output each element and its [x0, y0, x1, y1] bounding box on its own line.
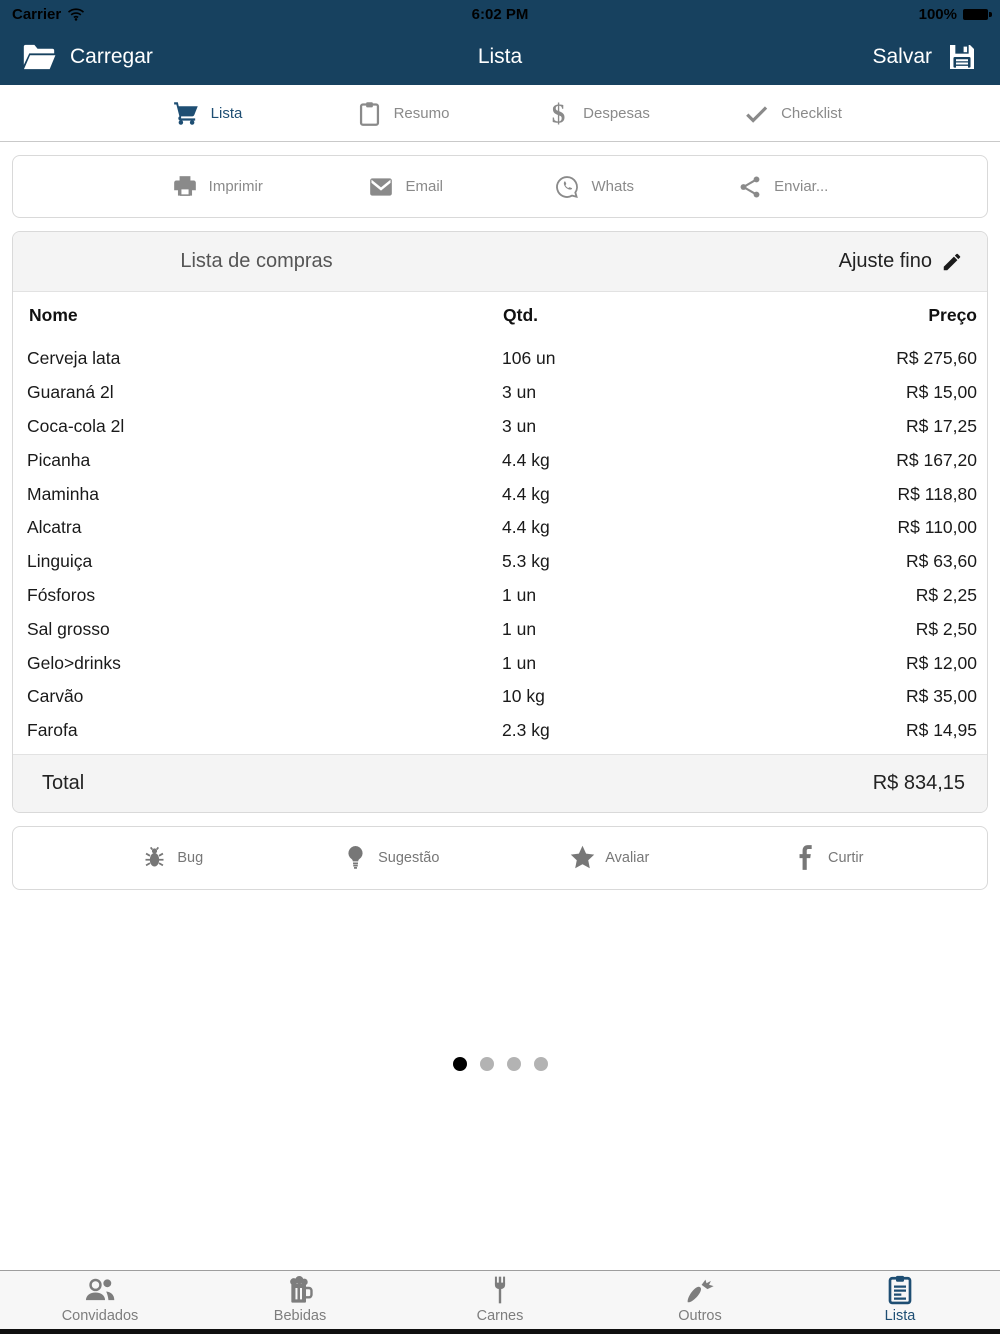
item-price: R$ 2,50	[915, 618, 977, 639]
page-dots	[0, 1057, 1000, 1071]
feedback-label: Sugestão	[378, 849, 440, 866]
list-row-gelo-drinks[interactable]	[13, 646, 987, 680]
shopping-list-card	[12, 231, 988, 813]
view-tab-checklist[interactable]	[695, 85, 890, 141]
view-tab-label: Despesas	[583, 104, 650, 122]
list-row-fosforos[interactable]	[13, 579, 987, 613]
bug-icon	[141, 844, 168, 871]
load-label: Carregar	[70, 44, 153, 68]
view-tab-label: Checklist	[781, 104, 842, 122]
view-tab-resumo[interactable]	[305, 85, 500, 141]
fine-adjust-button[interactable]	[500, 250, 987, 273]
item-price: R$ 63,60	[905, 551, 977, 572]
status-bar	[0, 0, 1000, 28]
tab-outros[interactable]	[600, 1271, 800, 1329]
action-label: Enviar...	[774, 178, 829, 195]
list-row-coca-cola-2l[interactable]	[13, 410, 987, 444]
item-name: Farofa	[27, 720, 78, 741]
action-label: Email	[405, 178, 443, 195]
item-qty: 1 un	[502, 652, 537, 673]
tab-lista[interactable]	[800, 1271, 1000, 1329]
item-price: R$ 17,25	[905, 415, 977, 436]
lightbulb-icon	[342, 844, 369, 871]
people-icon	[82, 1274, 118, 1306]
clock: 6:02 PM	[471, 5, 529, 23]
action-label: Imprimir	[208, 178, 263, 195]
page-dot-3[interactable]	[507, 1057, 521, 1071]
open-folder-icon	[22, 43, 56, 71]
whatsapp-icon	[554, 174, 580, 200]
share-icon	[737, 174, 763, 200]
tab-convidados[interactable]	[0, 1271, 200, 1329]
view-tab-label: Resumo	[393, 104, 450, 122]
curtir-button[interactable]	[719, 844, 938, 871]
item-name: Picanha	[27, 449, 91, 470]
view-tab-lista[interactable]	[110, 85, 305, 141]
dollar-icon	[545, 100, 572, 127]
action-label: Whats	[591, 178, 634, 195]
total-value: R$ 834,15	[872, 771, 965, 794]
item-name: Alcatra	[27, 517, 82, 538]
bottom-tab-bar	[0, 1270, 1000, 1329]
imprimir-button[interactable]	[123, 174, 312, 200]
item-price: R$ 14,95	[905, 720, 977, 741]
svg-text:$: $	[551, 99, 566, 127]
list-header	[13, 232, 987, 292]
item-qty: 10 kg	[502, 686, 545, 707]
item-price: R$ 35,00	[905, 686, 977, 707]
item-qty: 2.3 kg	[502, 720, 550, 741]
item-name: Carvão	[27, 686, 84, 707]
item-name: Gelo>drinks	[27, 652, 121, 673]
battery-percent: 100%	[918, 5, 957, 23]
feedback-label: Avaliar	[605, 849, 650, 866]
col-name: Nome	[29, 304, 78, 325]
tab-carnes[interactable]	[400, 1271, 600, 1329]
whats-button[interactable]	[500, 174, 689, 200]
item-qty: 3 un	[502, 382, 537, 403]
tab-label: Bebidas	[273, 1308, 327, 1324]
list-row-farofa[interactable]	[13, 714, 987, 748]
cart-icon	[173, 100, 200, 127]
item-qty: 4.4 kg	[502, 449, 550, 470]
total-label: Total	[42, 771, 85, 794]
page-dot-2[interactable]	[480, 1057, 494, 1071]
feedback-card	[12, 826, 988, 890]
tab-bebidas[interactable]	[200, 1271, 400, 1329]
item-price: R$ 12,00	[905, 652, 977, 673]
clipboard-icon	[356, 100, 383, 127]
list-row-linguica[interactable]	[13, 545, 987, 579]
printer-icon	[172, 174, 198, 200]
beer-icon	[282, 1274, 318, 1306]
nav-bar	[0, 28, 1000, 85]
screen-bottom-edge	[0, 1329, 1000, 1334]
tab-label: Carnes	[476, 1308, 524, 1324]
item-name: Fósforos	[27, 584, 96, 605]
page-dot-4[interactable]	[534, 1057, 548, 1071]
item-price: R$ 167,20	[896, 449, 977, 470]
item-qty: 5.3 kg	[502, 551, 550, 572]
view-tab-despesas[interactable]	[500, 85, 695, 141]
item-name: Sal grosso	[27, 618, 110, 639]
item-qty: 4.4 kg	[502, 483, 550, 504]
facebook-icon	[792, 844, 819, 871]
item-qty: 1 un	[502, 618, 537, 639]
wifi-icon	[67, 7, 85, 21]
item-qty: 3 un	[502, 415, 537, 436]
col-qty: Qtd.	[503, 304, 539, 325]
tab-label: Convidados	[61, 1308, 139, 1324]
item-price: R$ 275,60	[896, 348, 977, 369]
list-row-carvao[interactable]	[13, 680, 987, 714]
save-label: Salvar	[872, 44, 932, 68]
item-name: Maminha	[27, 483, 99, 504]
list-row-sal-grosso[interactable]	[13, 612, 987, 646]
fork-icon	[482, 1274, 518, 1306]
envelope-icon	[368, 174, 394, 200]
item-price: R$ 15,00	[905, 382, 977, 403]
item-qty: 106 un	[502, 348, 556, 369]
col-price: Preço	[928, 304, 977, 325]
list-row-alcatra[interactable]	[13, 511, 987, 545]
clipboard-list-icon	[882, 1274, 918, 1306]
email-button[interactable]	[312, 174, 501, 200]
feedback-label: Bug	[177, 849, 204, 866]
checkmark-icon	[743, 100, 770, 127]
pencil-icon	[941, 251, 963, 273]
save-floppy-icon	[946, 41, 978, 73]
column-headers	[13, 292, 987, 338]
enviar-button[interactable]	[689, 174, 878, 200]
list-row-cerveja-lata[interactable]	[13, 342, 987, 376]
fine-adjust-label: Ajuste fino	[838, 250, 932, 272]
item-price: R$ 118,80	[897, 483, 977, 504]
carrot-icon	[682, 1274, 718, 1306]
sugestao-button[interactable]	[282, 844, 501, 871]
view-tabs	[0, 85, 1000, 142]
item-price: R$ 110,00	[897, 517, 977, 538]
feedback-label: Curtir	[828, 849, 864, 866]
item-qty: 1 un	[502, 584, 537, 605]
list-row-guarana-2l[interactable]	[13, 376, 987, 410]
avaliar-button[interactable]	[500, 844, 719, 871]
list-rows	[13, 338, 987, 754]
total-row	[13, 754, 987, 812]
tab-label: Lista	[884, 1308, 916, 1324]
share-actions-card	[12, 155, 988, 218]
item-price: R$ 2,25	[915, 584, 977, 605]
view-tab-label: Lista	[210, 104, 243, 122]
item-qty: 4.4 kg	[502, 517, 550, 538]
bug-button[interactable]	[63, 844, 282, 871]
save-button[interactable]	[872, 41, 978, 73]
carrier-label: Carrier	[12, 5, 62, 23]
star-icon	[569, 844, 596, 871]
list-title: Lista de compras	[180, 250, 333, 272]
item-name: Cerveja lata	[27, 348, 121, 369]
page-title: Lista	[477, 44, 523, 68]
item-name: Coca-cola 2l	[27, 415, 125, 436]
item-name: Guaraná 2l	[27, 382, 114, 403]
list-row-maminha[interactable]	[13, 477, 987, 511]
load-button[interactable]	[22, 43, 153, 71]
item-name: Linguiça	[27, 551, 93, 572]
battery-icon	[963, 9, 988, 20]
list-row-picanha[interactable]	[13, 443, 987, 477]
page-dot-1[interactable]	[453, 1057, 467, 1071]
tab-label: Outros	[678, 1308, 722, 1324]
